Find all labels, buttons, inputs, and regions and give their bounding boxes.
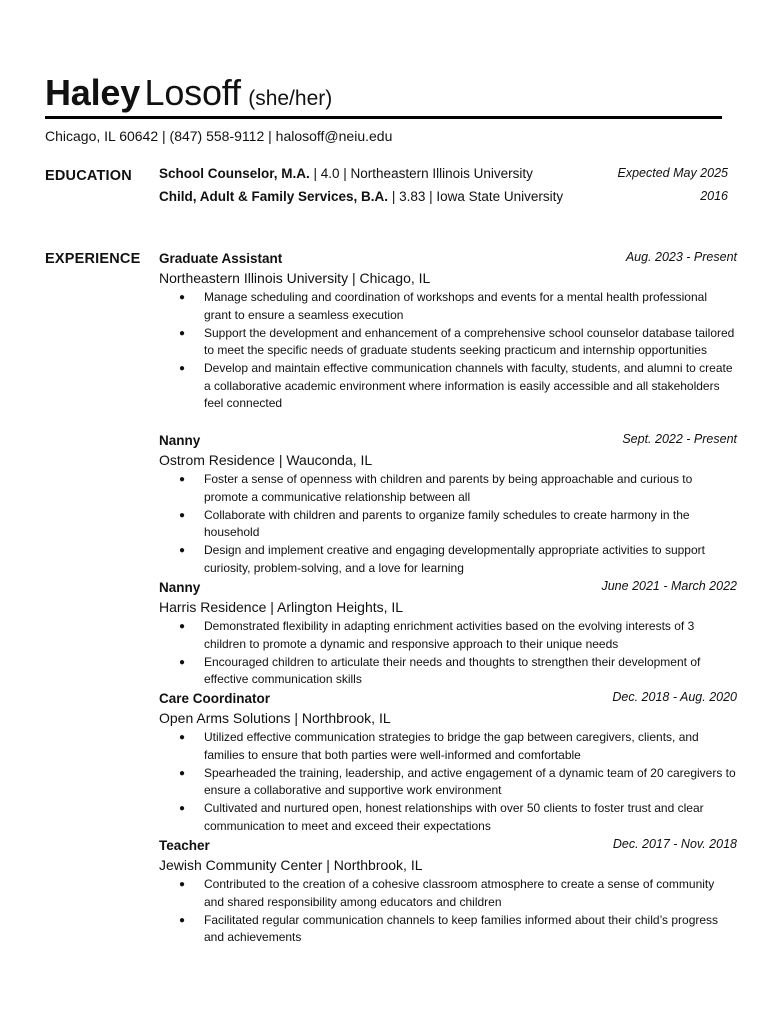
job-title: Nanny bbox=[159, 580, 201, 595]
name-heading bbox=[45, 72, 332, 114]
bullet-item: ● Encouraged children to articulate their needs and thoughts to strengthen their development of effective communication skills bbox=[179, 654, 701, 686]
bullet-item: ● Demonstrated flexibility in adapting enrichment activities based on the evolving interests of 3 children to promote a dynamic and responsive approach to their unique needs bbox=[179, 619, 695, 651]
job-date: Sept. 2022 - Present bbox=[622, 432, 737, 446]
job-entry bbox=[159, 690, 737, 836]
bullet-icon: ● bbox=[179, 292, 186, 303]
job-organization: Ostrom Residence | Wauconda, IL bbox=[159, 452, 373, 468]
experience-heading: EXPERIENCE bbox=[45, 251, 141, 267]
bullet-item: ● Collaborate with children and parents to organize family schedules to create harmony in the household bbox=[179, 507, 690, 539]
job-title: Care Coordinator bbox=[159, 691, 271, 706]
education-entry bbox=[159, 166, 737, 181]
last-name: Losoff bbox=[144, 72, 241, 113]
bullet-icon: ● bbox=[179, 656, 186, 668]
job-bullets bbox=[159, 289, 737, 413]
job-entry bbox=[159, 837, 737, 947]
bullet-icon: ● bbox=[179, 879, 186, 890]
bullet-icon: ● bbox=[179, 363, 186, 374]
job-bullets bbox=[159, 729, 737, 835]
bullet-icon: ● bbox=[179, 621, 186, 632]
bullet-item: ● Support the development and enhancement of a comprehensive school counselor database tailored to meet the specific needs of graduate students seeking practicum and internship opportunities bbox=[179, 325, 735, 357]
bullet-item: ● Design and implement creative and engaging developmentally appropriate activities to support curiosity, problem-solving, and a love for learning bbox=[179, 543, 705, 575]
job-title: Graduate Assistant bbox=[159, 251, 283, 266]
education-heading: EDUCATION bbox=[45, 168, 132, 184]
bullet-icon: ● bbox=[179, 732, 186, 743]
first-name: Haley bbox=[45, 72, 141, 113]
bullet-item: ● Foster a sense of openness with children and parents by being approachable and curious to promote a communicative relationship between all bbox=[179, 472, 693, 504]
bullet-icon: ● bbox=[179, 545, 186, 556]
bullet-item: ● Contributed to the creation of a cohesive classroom atmosphere to create a sense of community and shared responsibility among educators and children bbox=[179, 877, 715, 909]
degree-details: | 4.0 | Northeastern Illinois University bbox=[309, 166, 533, 181]
bullet-icon: ● bbox=[179, 509, 186, 521]
job-title: Teacher bbox=[159, 838, 210, 853]
job-date: Dec. 2018 - Aug. 2020 bbox=[612, 690, 737, 704]
job-organization: Harris Residence | Arlington Heights, IL bbox=[159, 599, 404, 615]
degree-date: Expected May 2025 bbox=[617, 166, 728, 180]
job-bullets bbox=[159, 876, 737, 947]
job-date: Aug. 2023 - Present bbox=[625, 250, 737, 264]
job-bullets bbox=[159, 471, 737, 577]
job-entry bbox=[159, 579, 737, 689]
bullet-item: ● Utilized effective communication strategies to bridge the gap between caregivers, clients, and families to ensure that both parties were well-informed and comfortable bbox=[179, 730, 699, 762]
degree-name: School Counselor, M.A. bbox=[159, 166, 310, 181]
pronouns: (she/her) bbox=[248, 87, 333, 110]
bullet-item: ● Spearheaded the training, leadership, and active engagement of a dynamic team of 20 caregivers to ensure a collaborative and supportive work environment bbox=[179, 765, 736, 797]
job-entry bbox=[159, 250, 737, 413]
contact-line: Chicago, IL 60642 | (847) 558-9112 | halosoff@neiu.edu bbox=[45, 128, 393, 144]
job-organization: Jewish Community Center | Northbrook, IL bbox=[159, 857, 423, 873]
bullet-icon: ● bbox=[179, 914, 186, 926]
job-entry bbox=[159, 432, 737, 578]
job-title: Nanny bbox=[159, 433, 201, 448]
bullet-icon: ● bbox=[179, 474, 186, 485]
degree-date: 2016 bbox=[700, 189, 728, 203]
bullet-icon: ● bbox=[179, 327, 186, 339]
job-organization: Northeastern Illinois University | Chicago, IL bbox=[159, 270, 431, 286]
bullet-item: ● Facilitated regular communication channels to keep families informed about their child’s progress and achievements bbox=[179, 912, 719, 944]
degree-details: | 3.83 | Iowa State University bbox=[388, 189, 564, 204]
header-rule bbox=[45, 116, 722, 119]
bullet-item: ● Manage scheduling and coordination of workshops and events for a mental health professional grant to ensure a seamless execution bbox=[179, 290, 707, 322]
bullet-icon: ● bbox=[179, 803, 186, 814]
job-date: June 2021 - March 2022 bbox=[601, 579, 737, 593]
job-bullets bbox=[159, 618, 737, 689]
job-date: Dec. 2017 - Nov. 2018 bbox=[612, 837, 737, 851]
bullet-icon: ● bbox=[179, 767, 186, 779]
education-entry bbox=[159, 189, 737, 204]
bullet-item: ● Cultivated and nurtured open, honest relationships with over 50 clients to foster trust and clear communication to meet and exceed their expectations bbox=[179, 801, 704, 833]
degree-name: Child, Adult & Family Services, B.A. bbox=[159, 189, 389, 204]
bullet-item: ● Develop and maintain effective communication channels with faculty, students, and alumni to create a collaborative academic environment where information is easily accessible and all stakeholders feel connected bbox=[179, 361, 733, 410]
job-organization: Open Arms Solutions | Northbrook, IL bbox=[159, 710, 391, 726]
